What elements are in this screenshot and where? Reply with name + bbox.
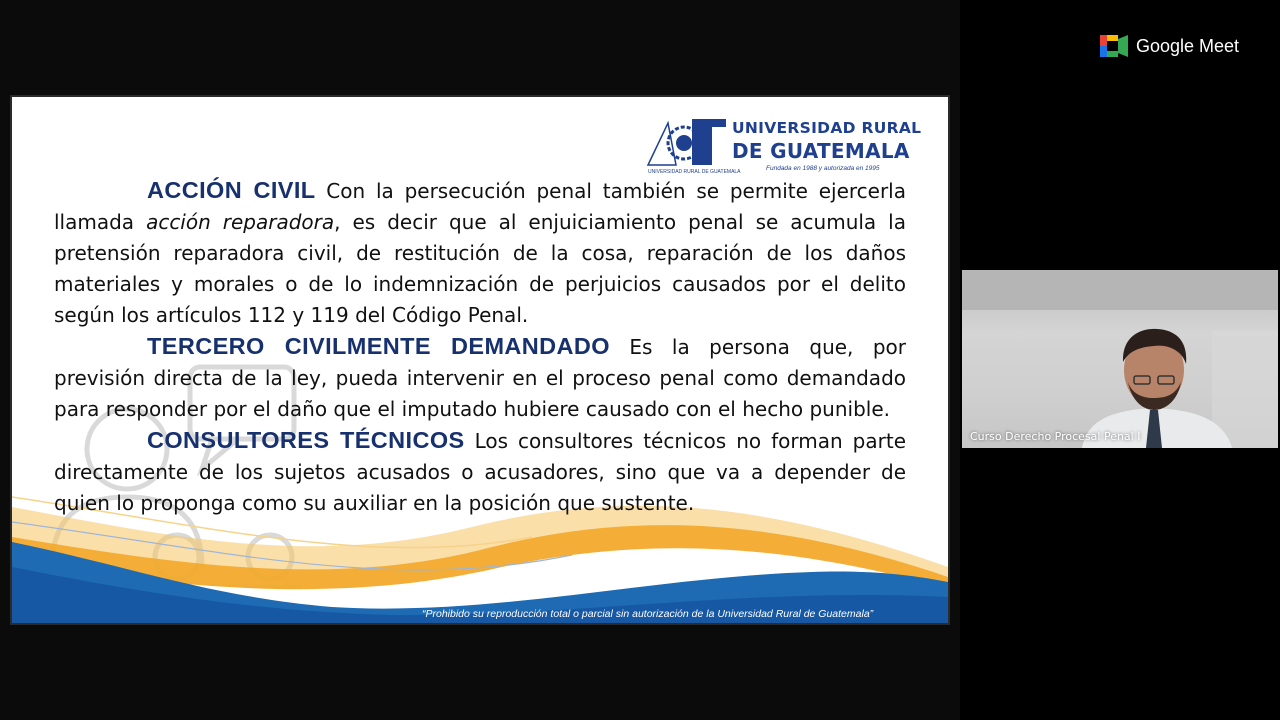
logo-tagline: Fundada en 1988 y autorizada en 1995 <box>766 165 880 172</box>
term-tercero-civilmente-demandado: TERCERO CIVILMENTE DEMANDADO <box>147 333 610 359</box>
paragraph-text: Los consultores técnicos no forman parte directamente de los sujetos acusados o acusadores, sino que va a depender de quien lo proponga como su auxiliar en la posición que sustente. <box>54 429 907 515</box>
paragraph-text: Con la persecución penal también se permite ejercerla llamada <box>54 179 906 234</box>
paragraph-consultores-tecnicos <box>54 425 906 519</box>
presentation-slide <box>12 97 948 623</box>
participant-video-tile[interactable] <box>962 270 1278 448</box>
participant-video-feed <box>962 270 1278 448</box>
paragraph-tercero-civilmente-demandado <box>54 331 906 425</box>
paragraph-text: , es decir que al enjuiciamiento penal se acumula la pretensión reparadora civil, de restitución de la cosa, reparación de los daños materiales y morales o de lo indemnización de perjuicios causados por el delito según los artículos 112 y 119 del Código Penal. <box>54 210 906 327</box>
logo-title-line2: DE GUATEMALA <box>732 139 910 163</box>
google-meet-icon <box>1100 35 1128 57</box>
university-logo <box>646 115 922 179</box>
university-emblem-icon <box>646 117 730 169</box>
paragraph-accion-civil <box>54 175 906 331</box>
paragraph-emphasis: acción reparadora <box>146 210 335 234</box>
slide-footer-copyright: “Prohibido su reproducción total o parcial sin autorización de la Universidad Rural de Guatemala” <box>422 608 874 620</box>
participant-name-label: Curso Derecho Procesal Penal I <box>970 430 1141 443</box>
paragraph-text: Es la persona que, por previsión directa de la ley, pueda intervenir en el proceso penal como demandado para responder por el daño que el imputado hubiere causado con el hecho punible. <box>54 335 906 421</box>
term-consultores-tecnicos: CONSULTORES TÉCNICOS <box>147 427 465 453</box>
logo-title-line1: UNIVERSIDAD RURAL <box>732 119 922 137</box>
logo-subtext: UNIVERSIDAD RURAL DE GUATEMALA <box>648 169 741 175</box>
google-meet-label: Google Meet <box>1136 36 1240 56</box>
term-accion-civil: ACCIÓN CIVIL <box>147 177 316 203</box>
slide-content <box>54 175 906 519</box>
